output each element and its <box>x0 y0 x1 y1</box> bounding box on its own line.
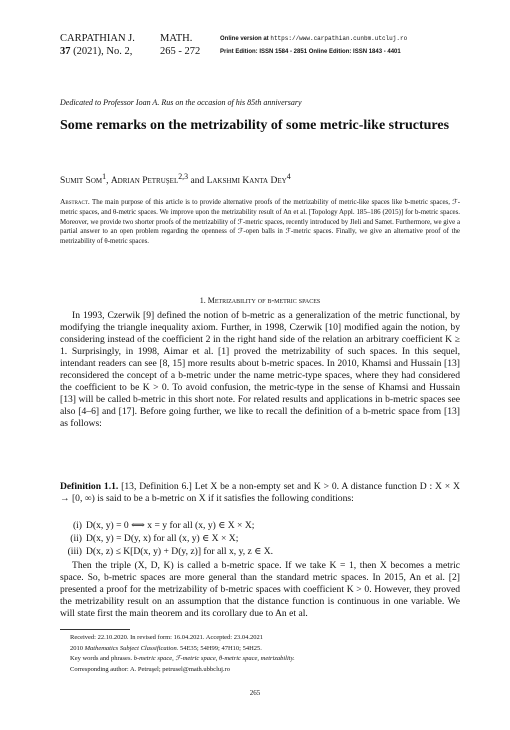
author-2-affil: 2,3 <box>178 172 189 181</box>
author-3: Lakshmi Kanta Dey <box>206 176 287 187</box>
body-paragraph-1: In 1993, Czerwik [9] defined the notion of b-metric as a generalization of the metric functional, by modifying the triangle inequality axiom. Further, in 1998, Czerwik [10] modified again the notion, by considering instead of the coefficient 2 in the right hand side of the relation an arbitrary coefficient K ≥ 1. Surprisingly, in 1998, Aimar et al. [1] proved the metrizability of such spaces. In this sequel, intendant readers can see [8, 15] more results about b-metric spaces. In 2010, Khamsi and Hussain [13] reconsidered the concept of a b-metric under the name metric-type spaces, where they had considered the coefficient to be K > 0. To avoid confusion, the metric-type in the sense of Khamsi and Hussain [13] will be called b-metric in this short note. For related results and applications in b-metric spaces see also [4–6] and [17]. Before going further, we like to recall the definition of a b-metric space from [13] as follows: <box>60 310 460 429</box>
abstract-label: Abstract. <box>60 197 90 206</box>
footnote-msc: 2010 Mathematics Subject Classification. 54E35; 54H99; 47H10; 54H25. <box>70 644 262 652</box>
author-list: Sumit Som$^1$, Adrian Petruşel$^{2,3}$ and Lakshmi Kanta Dey$^4$ <box>60 172 291 187</box>
footnote-corresponding: Corresponding author: A. Petruşel; petrusel@math.ubbcluj.ro <box>70 665 230 673</box>
section-heading: 1. Metrizability of b-metric spaces <box>199 296 321 305</box>
page-number: 265 <box>249 689 261 697</box>
online-url-link[interactable]: https://www.carpathian.cunbm.utcluj.ro <box>270 35 408 42</box>
journal-title: CARPATHIAN J. <box>60 33 135 44</box>
author-2: Adrian Petruşel <box>110 176 179 187</box>
journal-field <box>160 32 220 58</box>
dedication: Dedicated to Professor Ioan A. Rus on the occasion of his 85th anniversary <box>60 98 302 107</box>
journal-pages: 265 - 272 <box>160 46 201 57</box>
online-version: Online version at https://www.carpathian.cunbm.utcluj.ro <box>220 35 408 42</box>
definition-conditions <box>64 519 460 558</box>
definition-text: [13, Definition 6.] Let X be a non-empty set and K > 0. A distance function D : X × X → [0, ∞) is said to be a b-metric on X if it satisfies the following conditions: <box>60 481 460 504</box>
journal-field-name: MATH. <box>160 33 193 44</box>
body-paragraph-2: Then the triple (X, D, K) is called a b-metric space. If we take K = 1, then X becomes a metric space. So, b-metric spaces are more general than the standard metric spaces. In 2015, An et al. [2] presented a proof for the metrizability of b-metric spaces with coefficient K > 0. However, they proved the metrizability result on an assumption that the distance function is continuous in one variable. We will state first the main theorem and its corollary due to An et al. <box>60 560 460 619</box>
condition-item: (iii) D(x, z) ≤ K[D(x, y) + D(y, z)] for all x, y, z ∈ X. <box>67 546 274 557</box>
definition-label: Definition 1.1. <box>60 481 119 492</box>
author-1: Sumit Som <box>60 176 103 187</box>
paper-title: Some remarks on the metrizability of some metric-like structures <box>60 118 450 133</box>
definition-1-1 <box>60 481 460 505</box>
abstract-text: The main purpose of this article is to provide alternative proofs of the metrizability of metric-like spaces like b-metric spaces, ℱ-metric spaces, and θ-metric spaces. We improve upon the metrizability result of An et al. [Topology Appl. 185–186 (2015)] for b-metric spaces. Moreover, we provide two shorter proofs of the metrizability of ℱ-metric spaces, recently introduced by Jleli and Samet. Furthermore, we give a partial answer to an open problem regarding the openness of ℱ-open balls in ℱ-metric spaces. Finally, we give an alternative proof of the metrizability of θ-metric spaces. <box>60 199 460 246</box>
journal-info <box>220 32 465 59</box>
abstract <box>60 197 460 247</box>
footnote-rule <box>60 629 130 630</box>
footnote-keywords: Key words and phrases. b-metric space, ℱ-metric space, θ-metric space, metrizability. <box>70 655 295 663</box>
author-3-affil: 4 <box>286 172 291 181</box>
author-1-affil: 1 <box>102 172 107 181</box>
footnotes <box>60 633 460 675</box>
print-edition: Print Edition: ISSN 1584 - 2851 Online Edition: ISSN 1843 - 4401 <box>220 49 401 55</box>
footnote-received: Received: 22.10.2020. In revised form: 16.04.2021. Accepted: 23.04.2021 <box>70 634 263 641</box>
condition-item: (i) D(x, y) = 0 ⟺ x = y for all (x, y) ∈ X × X; <box>72 520 255 531</box>
condition-item: (ii) D(x, y) = D(y, x) for all (x, y) ∈ X × X; <box>70 533 239 544</box>
journal-volume: 37 (2021), No. 2, <box>60 46 133 57</box>
journal-name <box>60 32 142 58</box>
